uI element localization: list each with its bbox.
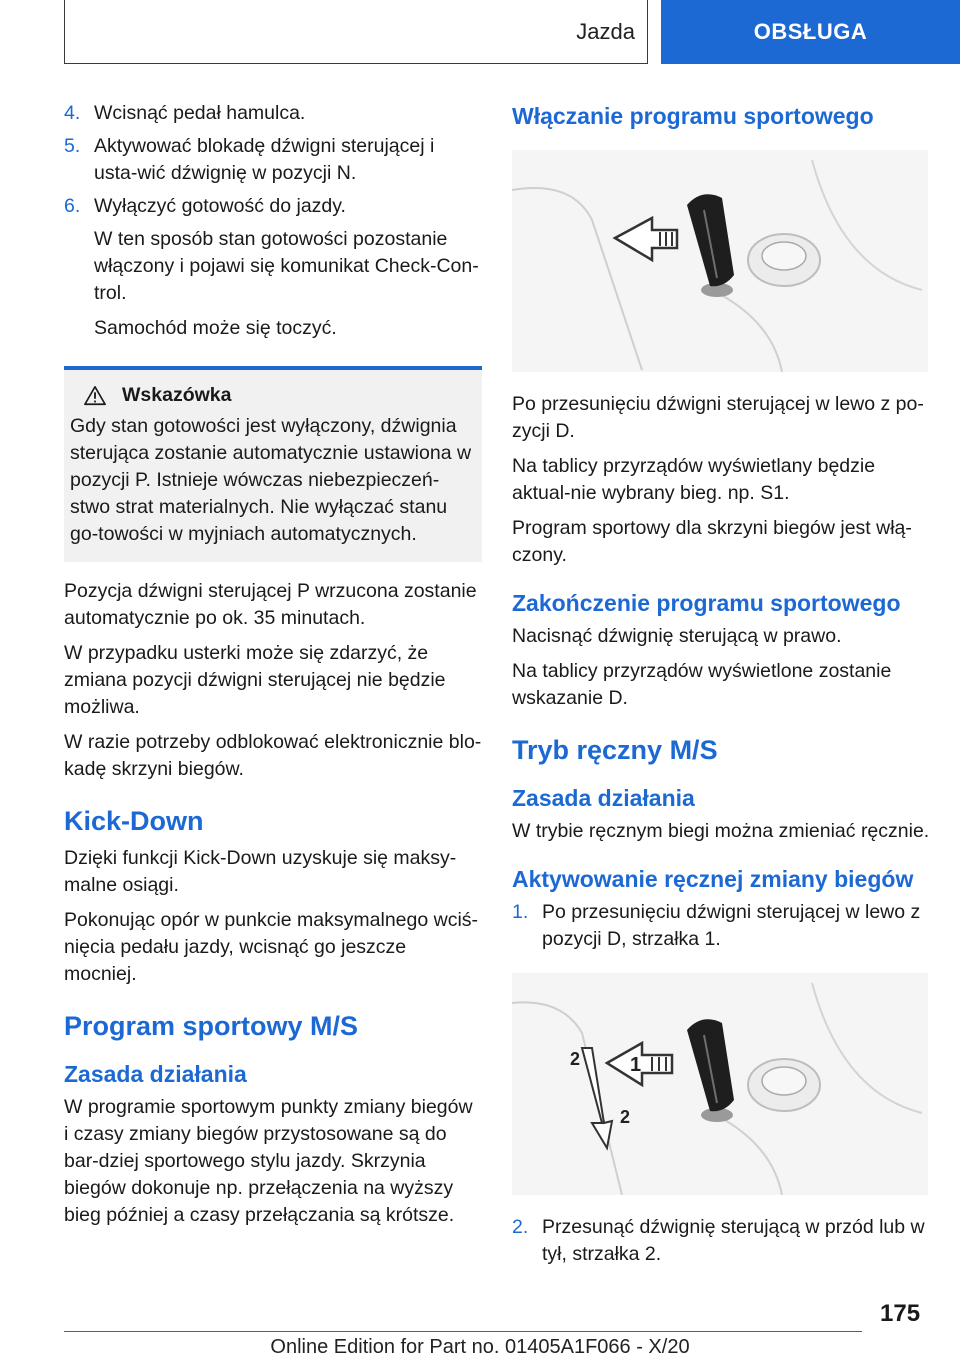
paragraph: Na tablicy przyrządów wyświetlany będzie aktual-nie wybrany bieg. np. S1. <box>512 455 876 504</box>
figure-label-1: 1 <box>630 1054 642 1076</box>
step-text: Po przesunięciu dźwigni sterującej w lewo z pozycji D, strzałka 1. <box>542 901 921 950</box>
header-section <box>64 0 648 64</box>
heading-activate-manual: Aktywowanie ręcznej zmiany biegów <box>512 866 914 892</box>
header-chapter-label: OBSŁUGA <box>753 19 868 44</box>
step-number: 1. <box>512 901 529 923</box>
paragraph: Na tablicy przyrządów wyświetlone zostanie wskazanie D. <box>512 660 892 709</box>
footer-edition: Online Edition for Part no. 01405A1F066 - X/20 <box>270 1336 690 1358</box>
list-item <box>64 133 482 187</box>
step-text: Wyłączyć gotowość do jazdy. <box>94 195 346 217</box>
footer-divider <box>64 1331 862 1332</box>
step-detail: Samochód może się toczyć. <box>94 317 337 339</box>
paragraph: Pokonując opór w punkcie maksymalnego wciś-nięcia pedału jazdy, wcisnąć go jeszcze mocniej. <box>64 909 479 985</box>
step-text: Wcisnąć pedał hamulca. <box>94 102 306 124</box>
paragraph: Dzięki funkcji Kick-Down uzyskuje się maksy-malne osiągi. <box>64 847 457 896</box>
paragraph: W programie sportowym punkty zmiany biegów i czasy zmiany biegów przystosowane są do bar-dziej sportowego stylu jazdy. Skrzynia biegów dokonuje np. przełączenia na wyższy bieg później a czasy przełączania są krótsze. <box>64 1096 473 1226</box>
list-item <box>64 100 482 127</box>
heading-kick-down: Kick-Down <box>64 806 204 836</box>
step-text: Aktywować blokadę dźwigni sterującej i usta-wić dźwignię w pozycji N. <box>94 135 435 184</box>
left-column <box>64 100 482 1237</box>
subheading-principle: Zasada działania <box>512 785 695 811</box>
header-chapter-tab[interactable] <box>661 0 960 64</box>
page-number: 175 <box>880 1300 921 1327</box>
step-number: 5. <box>64 135 81 157</box>
gear-selector-figure <box>512 150 928 372</box>
header-section-label: Jazda <box>576 18 635 44</box>
heading-enable-sport: Włączanie programu sportowego <box>512 103 874 129</box>
warning-note <box>64 366 482 562</box>
heading-manual-mode: Tryb ręczny M/S <box>512 735 718 765</box>
step-number: 6. <box>64 195 81 217</box>
right-column <box>512 100 930 1274</box>
paragraph: Po przesunięciu dźwigni sterującej w lewo z po-zycji D. <box>512 393 924 442</box>
heading-sport-program: Program sportowy M/S <box>64 1011 359 1041</box>
paragraph: W przypadku usterki może się zdarzyć, że zmiana pozycji dźwigni sterującej nie będzie możliwa. <box>64 642 446 718</box>
paragraph: Nacisnąć dźwignię sterującą w prawo. <box>512 625 842 647</box>
warning-triangle-icon <box>84 385 106 407</box>
note-text: Gdy stan gotowości jest wyłączony, dźwignia sterująca zostanie automatycznie ustawiona w pozycji P. Istnieje wówczas niebezpieczeń-stwo strat materialnych. Nie wyłączać stanu go-towości w myjniach automatycznych. <box>70 415 472 545</box>
paragraph: W razie potrzeby odblokować elektronicznie blo-kadę skrzyni biegów. <box>64 731 482 780</box>
subheading-principle: Zasada działania <box>64 1061 247 1087</box>
step-number: 4. <box>64 102 81 124</box>
gear-selector-manual-figure <box>512 973 928 1195</box>
paragraph: Program sportowy dla skrzyni biegów jest włą-czony. <box>512 517 912 566</box>
paragraph: W trybie ręcznym biegi można zmieniać ręcznie. <box>512 820 930 842</box>
paragraph: Pozycja dźwigni sterującej P wrzucona zostanie automatycznie po ok. 35 minutach. <box>64 580 477 629</box>
list-item <box>512 1214 930 1268</box>
heading-end-sport: Zakończenie programu sportowego <box>512 590 901 616</box>
step-number: 2. <box>512 1216 529 1238</box>
figure-label-2a: 2 <box>570 1049 581 1069</box>
list-item <box>512 899 930 953</box>
note-header <box>70 384 476 407</box>
figure-label-2b: 2 <box>620 1107 631 1127</box>
step-text: Przesunąć dźwignię sterującą w przód lub w tył, strzałka 2. <box>542 1216 925 1265</box>
step-detail: W ten sposób stan gotowości pozostanie włączony i pojawi się komunikat Check-Con-trol. <box>94 228 479 304</box>
note-title: Wskazówka <box>122 384 232 406</box>
list-item <box>64 193 482 220</box>
